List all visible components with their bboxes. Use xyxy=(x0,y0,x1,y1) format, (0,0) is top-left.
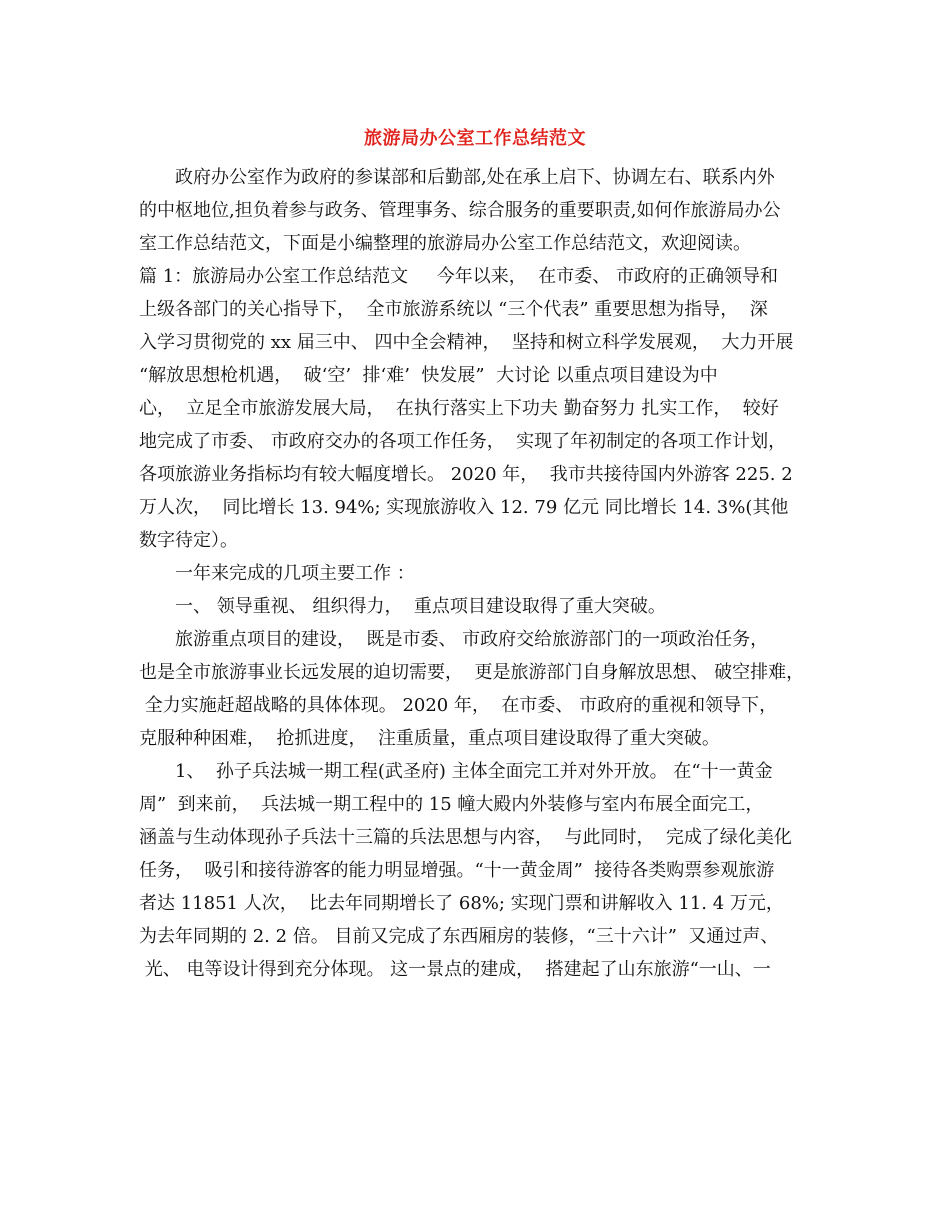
paragraph-line: 也是全市旅游事业长远发展的迫切需要， 更是旅游部门自身解放思想、 破空排难， xyxy=(139,662,805,683)
paragraph-line: 数字待定）。 xyxy=(139,530,238,551)
paragraph-line: 为去年同期的 2. 2 倍。 目前又完成了东西厢房的装修，“三十六计” 又通过声、 xyxy=(139,926,779,947)
paragraph-line: 心， 立足全市旅游发展大局， 在执行落实上下功夫 勤奋努力 扎实工作， 较好 xyxy=(139,398,779,419)
paragraph-line: 上级各部门的关心指导下， 全市旅游系统以 “三个代表” 重要思想为指导， 深 xyxy=(139,299,768,320)
paragraph-line: 政府办公室作为政府的参谋部和后勤部,处在承上启下、协调左右、联系内外 xyxy=(175,167,775,188)
paragraph-line: 万人次， 同比增长 13. 94%; 实现旅游收入 12. 79 亿元 同比增长 14. 3%(其他 xyxy=(139,497,789,518)
paragraph-line: 者达 11851 人次， 比去年同期增长了 68%; 实现门票和讲解收入 11. 4 万元， xyxy=(139,893,784,914)
paragraph-line: 入学习贯彻党的 xx 届三中、 四中全会精神， 坚持和树立科学发展观， 大力开展 xyxy=(139,332,794,353)
paragraph-line: 克服种种困难， 抢抓进度， 注重质量，重点项目建设取得了重大突破。 xyxy=(139,728,720,749)
document-title: 旅游局办公室工作总结范文 xyxy=(364,128,586,149)
paragraph-line: 周” 到来前， 兵法城一期工程中的 15 幢大殿内外装修与室内布展全面完工， xyxy=(139,794,764,815)
paragraph-line: 涵盖与生动体现孙子兵法十三篇的兵法思想与内容， 与此同时， 完成了绿化美化 xyxy=(139,827,792,848)
paragraph-line: 一、 领导重视、 组织得力， 重点项目建设取得了重大突破。 xyxy=(175,596,666,617)
paragraph-line: 室工作总结范文，下面是小编整理的旅游局办公室工作总结范文，欢迎阅读。 xyxy=(139,233,751,254)
paragraph-line: 篇 1：旅游局办公室工作总结范文 今年以来， 在市委、 市政府的正确领导和 xyxy=(139,266,778,287)
paragraph-line: 地完成了市委、 市政府交办的各项工作任务， 实现了年初制定的各项工作计划， xyxy=(139,431,787,452)
paragraph-line: “解放思想枪机遇， 破‘空’ 排‘难’ 快发展” 大讨论 以重点项目建设为中 xyxy=(139,365,718,386)
paragraph-line: 任务， 吸引和接待游客的能力明显增强。“十一黄金周” 接待各类购票参观旅游 xyxy=(139,860,775,881)
paragraph-line: 的中枢地位,担负着参与政务、管理事务、综合服务的重要职责,如何作旅游局办公 xyxy=(139,200,781,221)
paragraph-line: 各项旅游业务指标均有较大幅度增长。 2020 年， 我市共接待国内外游客 225. 2 xyxy=(139,464,793,485)
paragraph-line: 光、 电等设计得到充分体现。 这一景点的建成， 搭建起了山东旅游“一山、一 xyxy=(139,959,771,980)
paragraph-line: 一年来完成的几项主要工作 ： xyxy=(175,563,415,584)
paragraph-line: 旅游重点项目的建设， 既是市委、 市政府交给旅游部门的一项政治任务， xyxy=(175,629,769,650)
paragraph-line: 1、 孙子兵法城一期工程(武圣府) 主体全面完工并对外开放。 在“十一黄金 xyxy=(175,761,773,782)
paragraph-line: 全力实施赶超战略的具体体现。 2020 年， 在市委、 市政府的重视和领导下， xyxy=(139,695,778,716)
